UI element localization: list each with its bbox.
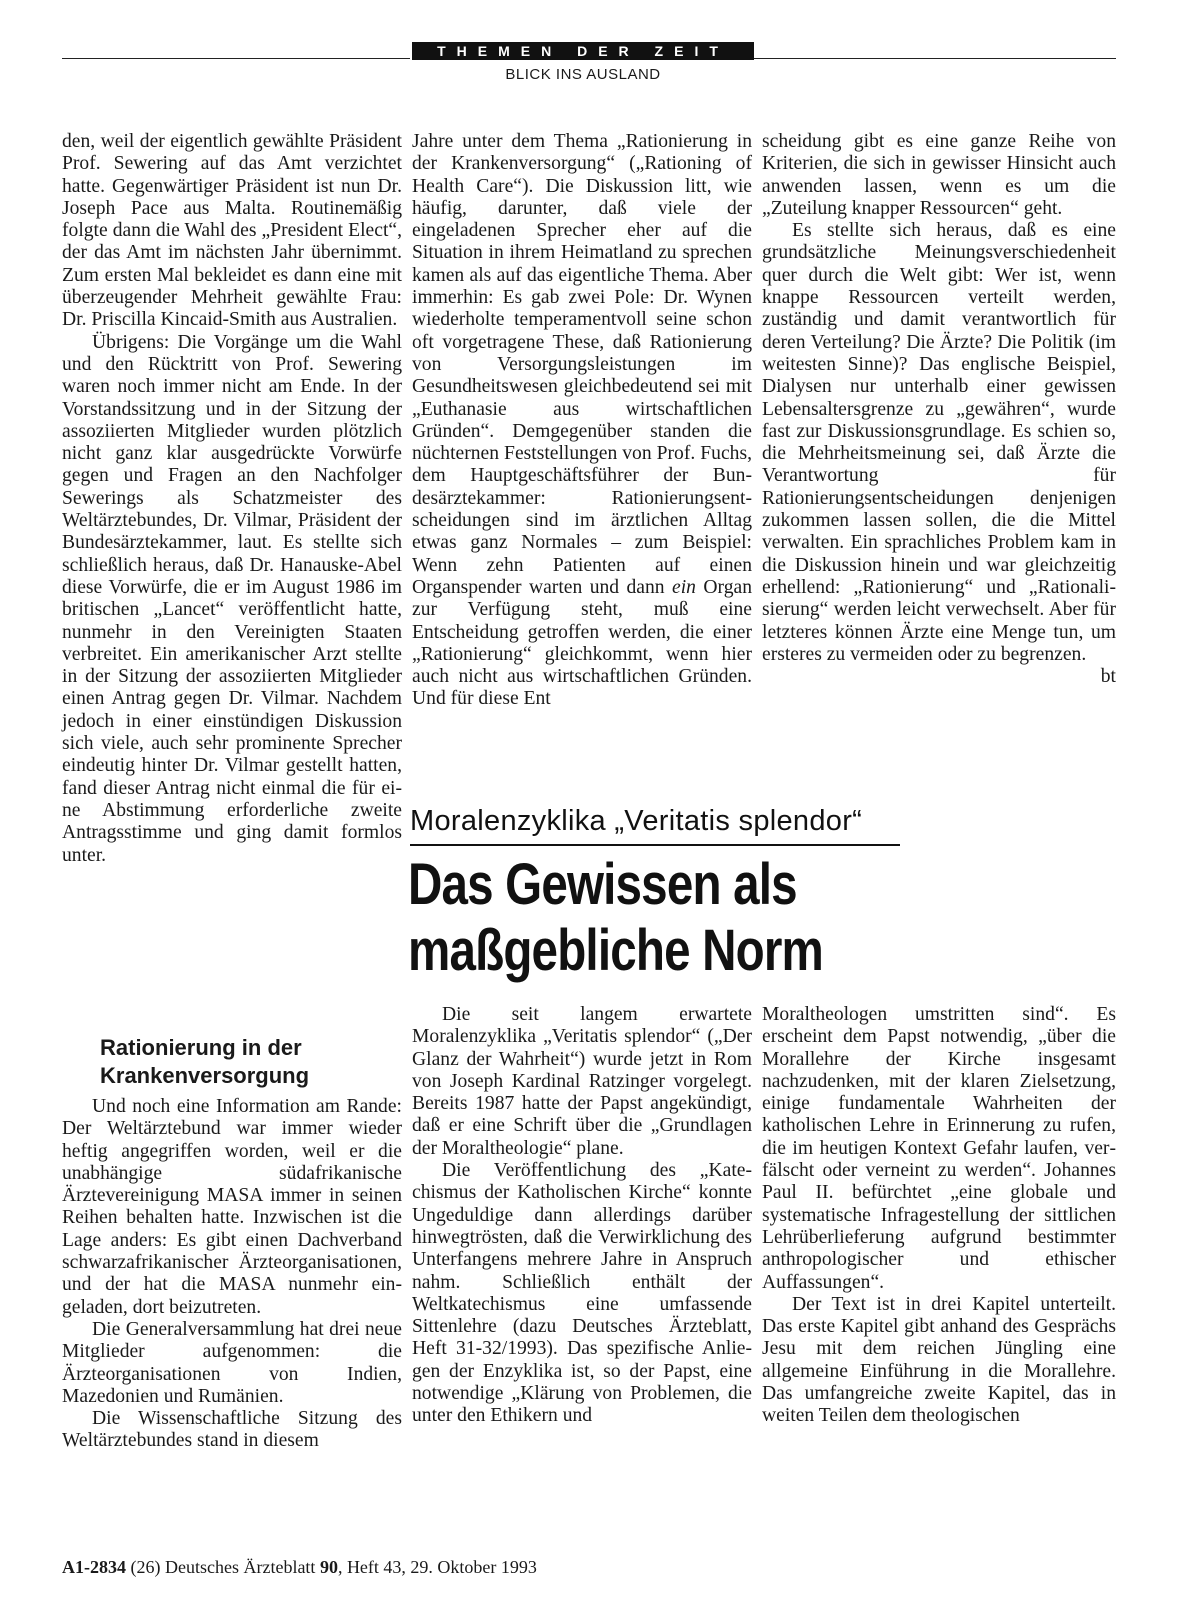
header-rule-right (754, 58, 1116, 59)
section-subheader: BLICK INS AUSLAND (505, 66, 661, 83)
paragraph: Moraltheologen umstritten sind“. Es erscheint dem Papst notwendig, „über die Morallehre der Kirche insgesamt nachzudenken, mit der klaren Zielsetzung, einige fundamentale Wahrheiten der katholischen Lehre in Erinnerung zu rufen, die im heutigen Kontext Gefahr laufen, verfälscht oder verneint zu werden“. Johannes Paul II. befürchtet „eine globale und systematische Infragestellung der sittlichen Lehrüberlieferung aufgrund bestimmter anthropologischer und ethischer Auffassungen“. (762, 1004, 1116, 1293)
author-sign: bt (1100, 666, 1116, 688)
column-3-top (762, 131, 1116, 688)
section-header: THEMEN DER ZEIT (412, 42, 754, 60)
column-2-bottom (412, 1004, 752, 1428)
emphasis: ein (672, 576, 696, 598)
paragraph: Der Text ist in drei Kapitel unterteilt. Das erste Kapitel gibt anhand des Gesprächs Jesu mit dem reichen Jüngling eine allgemeine Einführung in die Morallehre. Das umfangreiche zweite Kapitel, das in weiten Teilen dem theologischen (762, 1293, 1116, 1427)
subheading: Rationierung in der Krankenversorgung (100, 1035, 310, 1088)
paragraph: Und noch eine Information am Rande: Der Weltärztebund war immer wieder heftig angegriffen worden, weil er die unabhängige südafrikanische Ärztevereinigung MASA immer in seinen Reihen behalten hatte. Inzwischen ist die Lage anders: Es gibt einen Dachverband schwarzafrikanischer Ärzteorganisationen, und der hat die MASA nunmehr eingeladen, dort beizutreten. (62, 1096, 402, 1318)
paragraph: Die Generalversammlung hat drei neue Mitglieder aufgenommen: die Ärzteorganisationen von Indien, Mazedonien und Rumänien. (62, 1318, 402, 1407)
paragraph: Die Veröffentlichung des „Katechismus der Katholischen Kirche“ konnte Ungeduldige dann allerdings darüber hinwegtrösten, daß die Verwirklichung des Unterfangens mehrere Jahre in Anspruch nahm. Schließlich enthält der Weltkatechismus eine umfassende Sittenlehre (dazu Deutsches Ärzteblatt, Heft 31-32/1993). Das spezifische Anliegen der Enzyklika ist, so der Papst, eine notwendige „Klärung von Problemen, die unter den Ethikern und (412, 1160, 752, 1427)
article-headline: Das Gewissen als maßgebliche Norm (408, 852, 824, 983)
page-code: A1-2834 (62, 1557, 126, 1577)
column-1-top (62, 131, 402, 867)
paragraph: Es stellte sich heraus, daß es eine grundsätzliche Meinungsverschiedenheit quer durch die Welt gibt: Wer ist, wenn knappe Ressourcen verteilt werden, zuständig und damit verantwortlich für deren Verteilung? Die Ärzte? Die Politik (im weitesten Sinne)? Das englische Beispiel, Dialysen nur unterhalb einer gewissen Lebensaltersgrenze zu „gewähren“, wurde fast zur Diskussionsgrundlage. Es schien so, die Mehrheitsmeinung sei, daß Ärzte die Verantwortung für Rationierungsentscheidungen denjenigen zukommen lassen sollen, die die Mittel verwalten. Ein sprachliches Problem kam in die Diskussion hinein und war gleichzeitig erhellend: „Rationierung“ und „Rationalisierung“ werden leicht verwechselt. Aber für letzteres können Ärzte eine Menge tun, um ersteres zu vermeiden oder zu begrenzen. bt (762, 220, 1116, 688)
column-3-bottom (762, 1004, 1116, 1428)
paragraph: den, weil der eigentlich gewählte Präsident Prof. Sewering auf das Amt verzichtet hatte. Gegenwärtiger Präsident ist nun Dr. Joseph Pace aus Malta. Routinemäßig folgte dann die Wahl des „President Elect“, der das Amt im nächsten Jahr übernimmt. Zum ersten Mal bekleidet es dann eine mit überzeugender Mehrheit gewählte Frau: Dr. Priscilla Kincaid-Smith aus Australien. (62, 131, 402, 331)
footer-publication: (26) Deutsches Ärzteblatt (130, 1557, 316, 1577)
header-rule-left (62, 58, 410, 59)
paragraph: scheidung gibt es eine ganze Reihe von Kriterien, die sich in gewisser Hinsicht auch anwenden lassen, wenn es um die „Zuteilung knapper Ressourcen“ geht. (762, 131, 1116, 219)
paragraph: Übrigens: Die Vorgänge um die Wahl und den Rücktritt von Prof. Sewering waren noch immer nicht am Ende. In der Vorstandssitzung und in der Sitzung der assoziierten Mitglieder wurden plötzlich nicht ganz klar ausgedrückte Vorwürfe gegen und Fragen an den Nachfolger Sewerings als Schatzmeister des Weltärztebundes, Dr. Vilmar, Präsident der Bundesärztekammer, laut. Es stellte sich schließlich heraus, daß Dr. Hanauske-Abel diese Vorwürfe, die er im August 1986 im britischen „Lancet“ veröffentlicht hatte, nunmehr in den Vereinigten Staaten verbreitet. Ein amerikanischer Arzt stellte in der Sitzung der assoziierten Mitglieder einen Antrag gegen Dr. Vilmar. Nachdem jedoch in einer einstündigen Diskussion sich viele, auch sehr prominente Sprecher eindeutig hinter Dr. Vilmar gestellt hatten, fand dieser Antrag nicht einmal die für eine Abstimmung erforderliche zweite Antragsstimme und ging damit formlos unter. (62, 331, 402, 866)
page-footer (62, 1557, 537, 1578)
footer-volume: 90 (319, 1557, 338, 1577)
paragraph: Jahre unter dem Thema „Rationierung in der Krankenversorgung“ („Rationing of Health Care“). Die Diskussion litt, wie häufig, darunter, daß viele der eingeladenen Sprecher eher auf die Situation in ihrem Heimatland zu sprechen kamen als auf das eigentliche Thema. Aber immerhin: Es gab zwei Pole: Dr. Wynen wiederholte temperamentvoll seine schon oft vorgetragene These, daß Rationierung von Versorgungsleistungen im Gesundheitswesen gleichbedeutend sei mit „Euthanasie aus wirtschaftlichen Gründen“. Demgegenüber standen die nüchternen Feststellungen von Prof. Fuchs, dem Hauptgeschäftsführer der Bundesärztekammer: Rationierungsentscheidungen sind im ärztlichen Alltag etwas ganz Normales – zum Beispiel: Wenn zehn Patienten auf einen Organspender warten und dann ein Organ zur Verfügung steht, muß eine Entscheidung getroffen werden, die einer „Rationierung“ gleichkommt, wenn hier auch nicht aus wirtschaftlichen Gründen. Und für diese Ent (412, 131, 752, 710)
column-2-top (412, 131, 752, 711)
paragraph: Die seit langem erwartete Moralenzyklika „Veritatis splendor“ („Der Glanz der Wahrheit“) wurde jetzt in Rom von Joseph Kardinal Ratzinger vorgelegt. Bereits 1987 hatte der Papst angekündigt, daß er eine Schrift über die „Grundlagen der Moraltheologie“ plane. (412, 1004, 752, 1159)
kicker-rule (410, 844, 900, 846)
footer-issue: , Heft 43, 29. Oktober 1993 (337, 1557, 537, 1577)
column-1-bottom (62, 1096, 402, 1453)
paragraph: Die Wissenschaftliche Sitzung des Weltärztebundes stand in diesem (62, 1408, 402, 1452)
article-kicker: Moralenzyklika „Veritatis splendor“ (410, 805, 863, 837)
